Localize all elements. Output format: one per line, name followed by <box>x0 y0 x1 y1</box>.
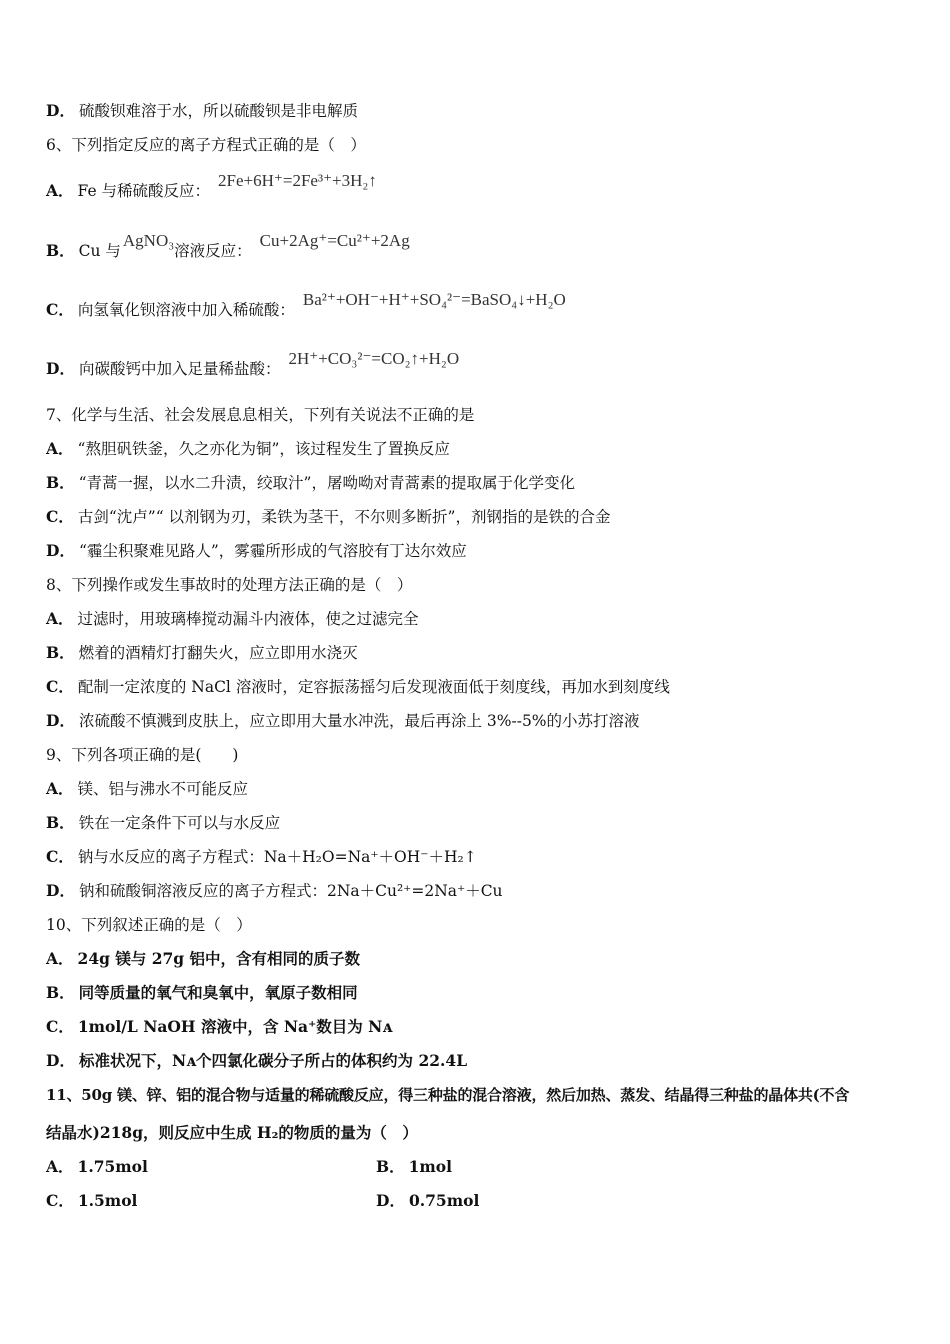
option-text: 古剑“沈卢”“ 以剂钢为刃，柔铁为茎干，不尔则多断折”，剂钢指的是铁的合金 <box>77 508 611 526</box>
option-text: 配制一定浓度的 NaCl 溶液时，定容振荡摇匀后发现液面低于刻度线，再加水到刻度线 <box>77 678 670 696</box>
option-text: 硫酸钡难溶于水，所以硫酸钡是非电解质 <box>78 102 358 120</box>
q7-option-d <box>46 540 910 562</box>
option-label: D． <box>46 711 75 730</box>
option-text: Cu 与 <box>78 242 121 260</box>
q11-options-row1 <box>46 1156 910 1178</box>
option-text: 1.75mol <box>77 1157 148 1176</box>
q11-option-a <box>46 1157 148 1176</box>
option-label: D． <box>376 1191 405 1210</box>
option-label: C． <box>46 847 74 866</box>
option-text: Fe 与稀硫酸反应： <box>77 182 211 200</box>
q5-option-d <box>46 100 910 122</box>
q6-b-reagent: AgNO₃ <box>122 231 175 250</box>
q6-option-d <box>46 349 910 380</box>
option-text: “熬胆矾铁釜，久之亦化为铜”，该过程发生了置换反应 <box>77 440 450 458</box>
option-text: 铁在一定条件下可以与水反应 <box>78 814 281 832</box>
option-label: C． <box>46 300 74 319</box>
q9-stem: 9、下列各项正确的是( ) <box>46 746 239 764</box>
option-text: 1mol <box>408 1157 453 1176</box>
q10-option-c <box>46 1016 910 1038</box>
option-label: B． <box>46 983 75 1002</box>
q6-b-formula: Cu+2Ag⁺=Cu²⁺+2Ag <box>259 231 410 250</box>
q9-option-d <box>46 880 910 902</box>
q7-option-c <box>46 506 910 528</box>
option-text: 0.75mol <box>408 1191 480 1210</box>
option-text: 1.5mol <box>77 1191 138 1210</box>
q6-d-formula: 2H⁺+CO₃²⁻=CO₂↑+H₂O <box>288 349 460 368</box>
option-text: 燃着的酒精灯打翻失火，应立即用水浇灭 <box>78 644 358 662</box>
q9-option-c <box>46 846 910 868</box>
q8-option-b <box>46 642 910 664</box>
q7-option-b <box>46 472 910 494</box>
q6-option-a <box>46 171 910 202</box>
option-text: “霾尘积聚难见路人”，雾霾所形成的气溶胶有丁达尔效应 <box>78 542 467 560</box>
option-label: D． <box>46 359 75 378</box>
option-text: 24g 镁与 27g 铝中，含有相同的质子数 <box>77 949 361 968</box>
option-text: “青蒿一握，以水二升渍，绞取汁”，屠呦呦对青蒿素的提取属于化学变化 <box>78 474 575 492</box>
option-label: B． <box>46 473 75 492</box>
q8-option-d <box>46 710 910 732</box>
option-text: 同等质量的氧气和臭氧中，氧原子数相同 <box>78 983 358 1002</box>
q10-stem: 10、下列叙述正确的是（ ） <box>46 916 252 934</box>
q11-options-row2 <box>46 1190 910 1212</box>
option-label: D． <box>46 881 75 900</box>
q8-stem: 8、下列操作或发生事故时的处理方法正确的是（ ） <box>46 576 413 594</box>
option-label: C． <box>46 507 74 526</box>
q11-option-d <box>376 1190 479 1212</box>
option-label: B． <box>46 241 75 260</box>
option-label: D． <box>46 541 75 560</box>
q6-a-formula: 2Fe+6H⁺=2Fe³⁺+3H₂↑ <box>218 171 377 190</box>
option-text: 浓硫酸不慎溅到皮肤上，应立即用大量水冲洗，最后再涂上 3%--5%的小苏打溶液 <box>78 712 640 730</box>
q7-option-a <box>46 438 910 460</box>
option-label: D． <box>46 1051 75 1070</box>
option-label: B． <box>46 643 75 662</box>
q9-option-a <box>46 778 910 800</box>
option-text: 镁、铝与沸水不可能反应 <box>77 780 249 798</box>
option-label: A． <box>46 949 74 968</box>
option-label: A． <box>46 609 74 628</box>
q11-stem-line2: 结晶水)218g，则反应中生成 H₂的物质的量为（ ） <box>46 1123 418 1142</box>
option-text: 溶液反应： <box>174 242 252 260</box>
q8-option-a <box>46 608 910 630</box>
option-text: 向碳酸钙中加入足量稀盐酸： <box>78 360 281 378</box>
option-label: A． <box>46 439 74 458</box>
option-label: A． <box>46 181 74 200</box>
q10-option-a <box>46 948 910 970</box>
q10-option-b <box>46 982 910 1004</box>
option-label: C． <box>46 1017 74 1036</box>
option-label: A． <box>46 779 74 798</box>
q6-option-b <box>46 231 910 262</box>
option-text: 钠与水反应的离子方程式：Na＋H₂O=Na⁺＋OH⁻＋H₂↑ <box>77 848 477 866</box>
q11-stem-line1: 11、50g 镁、锌、铝的混合物与适量的稀硫酸反应，得三种盐的混合溶液，然后加热、蒸发、结晶得三种盐的晶体共(不含 <box>46 1086 850 1104</box>
q11-option-b <box>376 1156 452 1178</box>
option-text: 标准状况下，Nᴀ个四氯化碳分子所占的体积约为 22.4L <box>78 1051 468 1070</box>
option-label: D． <box>46 101 75 120</box>
q6-c-formula: Ba²⁺+OH⁻+H⁺+SO₄²⁻=BaSO₄↓+H₂O <box>302 290 566 309</box>
option-label: B． <box>46 813 75 832</box>
option-text: 向氢氧化钡溶液中加入稀硫酸： <box>77 301 295 319</box>
option-text: 1mol/L NaOH 溶液中，含 Na⁺数目为 Nᴀ <box>77 1017 393 1036</box>
option-text: 过滤时，用玻璃棒搅动漏斗内液体，使之过滤完全 <box>77 610 419 628</box>
option-label: B． <box>376 1157 405 1176</box>
q10-option-d <box>46 1050 910 1072</box>
q7-stem: 7、化学与生活、社会发展息息相关，下列有关说法不正确的是 <box>46 406 475 424</box>
q11-option-c <box>46 1191 137 1210</box>
option-label: A． <box>46 1157 74 1176</box>
q6-option-c <box>46 290 910 321</box>
q8-option-c <box>46 676 910 698</box>
option-label: C． <box>46 677 74 696</box>
q9-option-b <box>46 812 910 834</box>
q6-stem: 6、下列指定反应的离子方程式正确的是（ ） <box>46 136 366 154</box>
option-text: 钠和硫酸铜溶液反应的离子方程式：2Na＋Cu²⁺=2Na⁺＋Cu <box>78 882 503 900</box>
option-label: C． <box>46 1191 74 1210</box>
